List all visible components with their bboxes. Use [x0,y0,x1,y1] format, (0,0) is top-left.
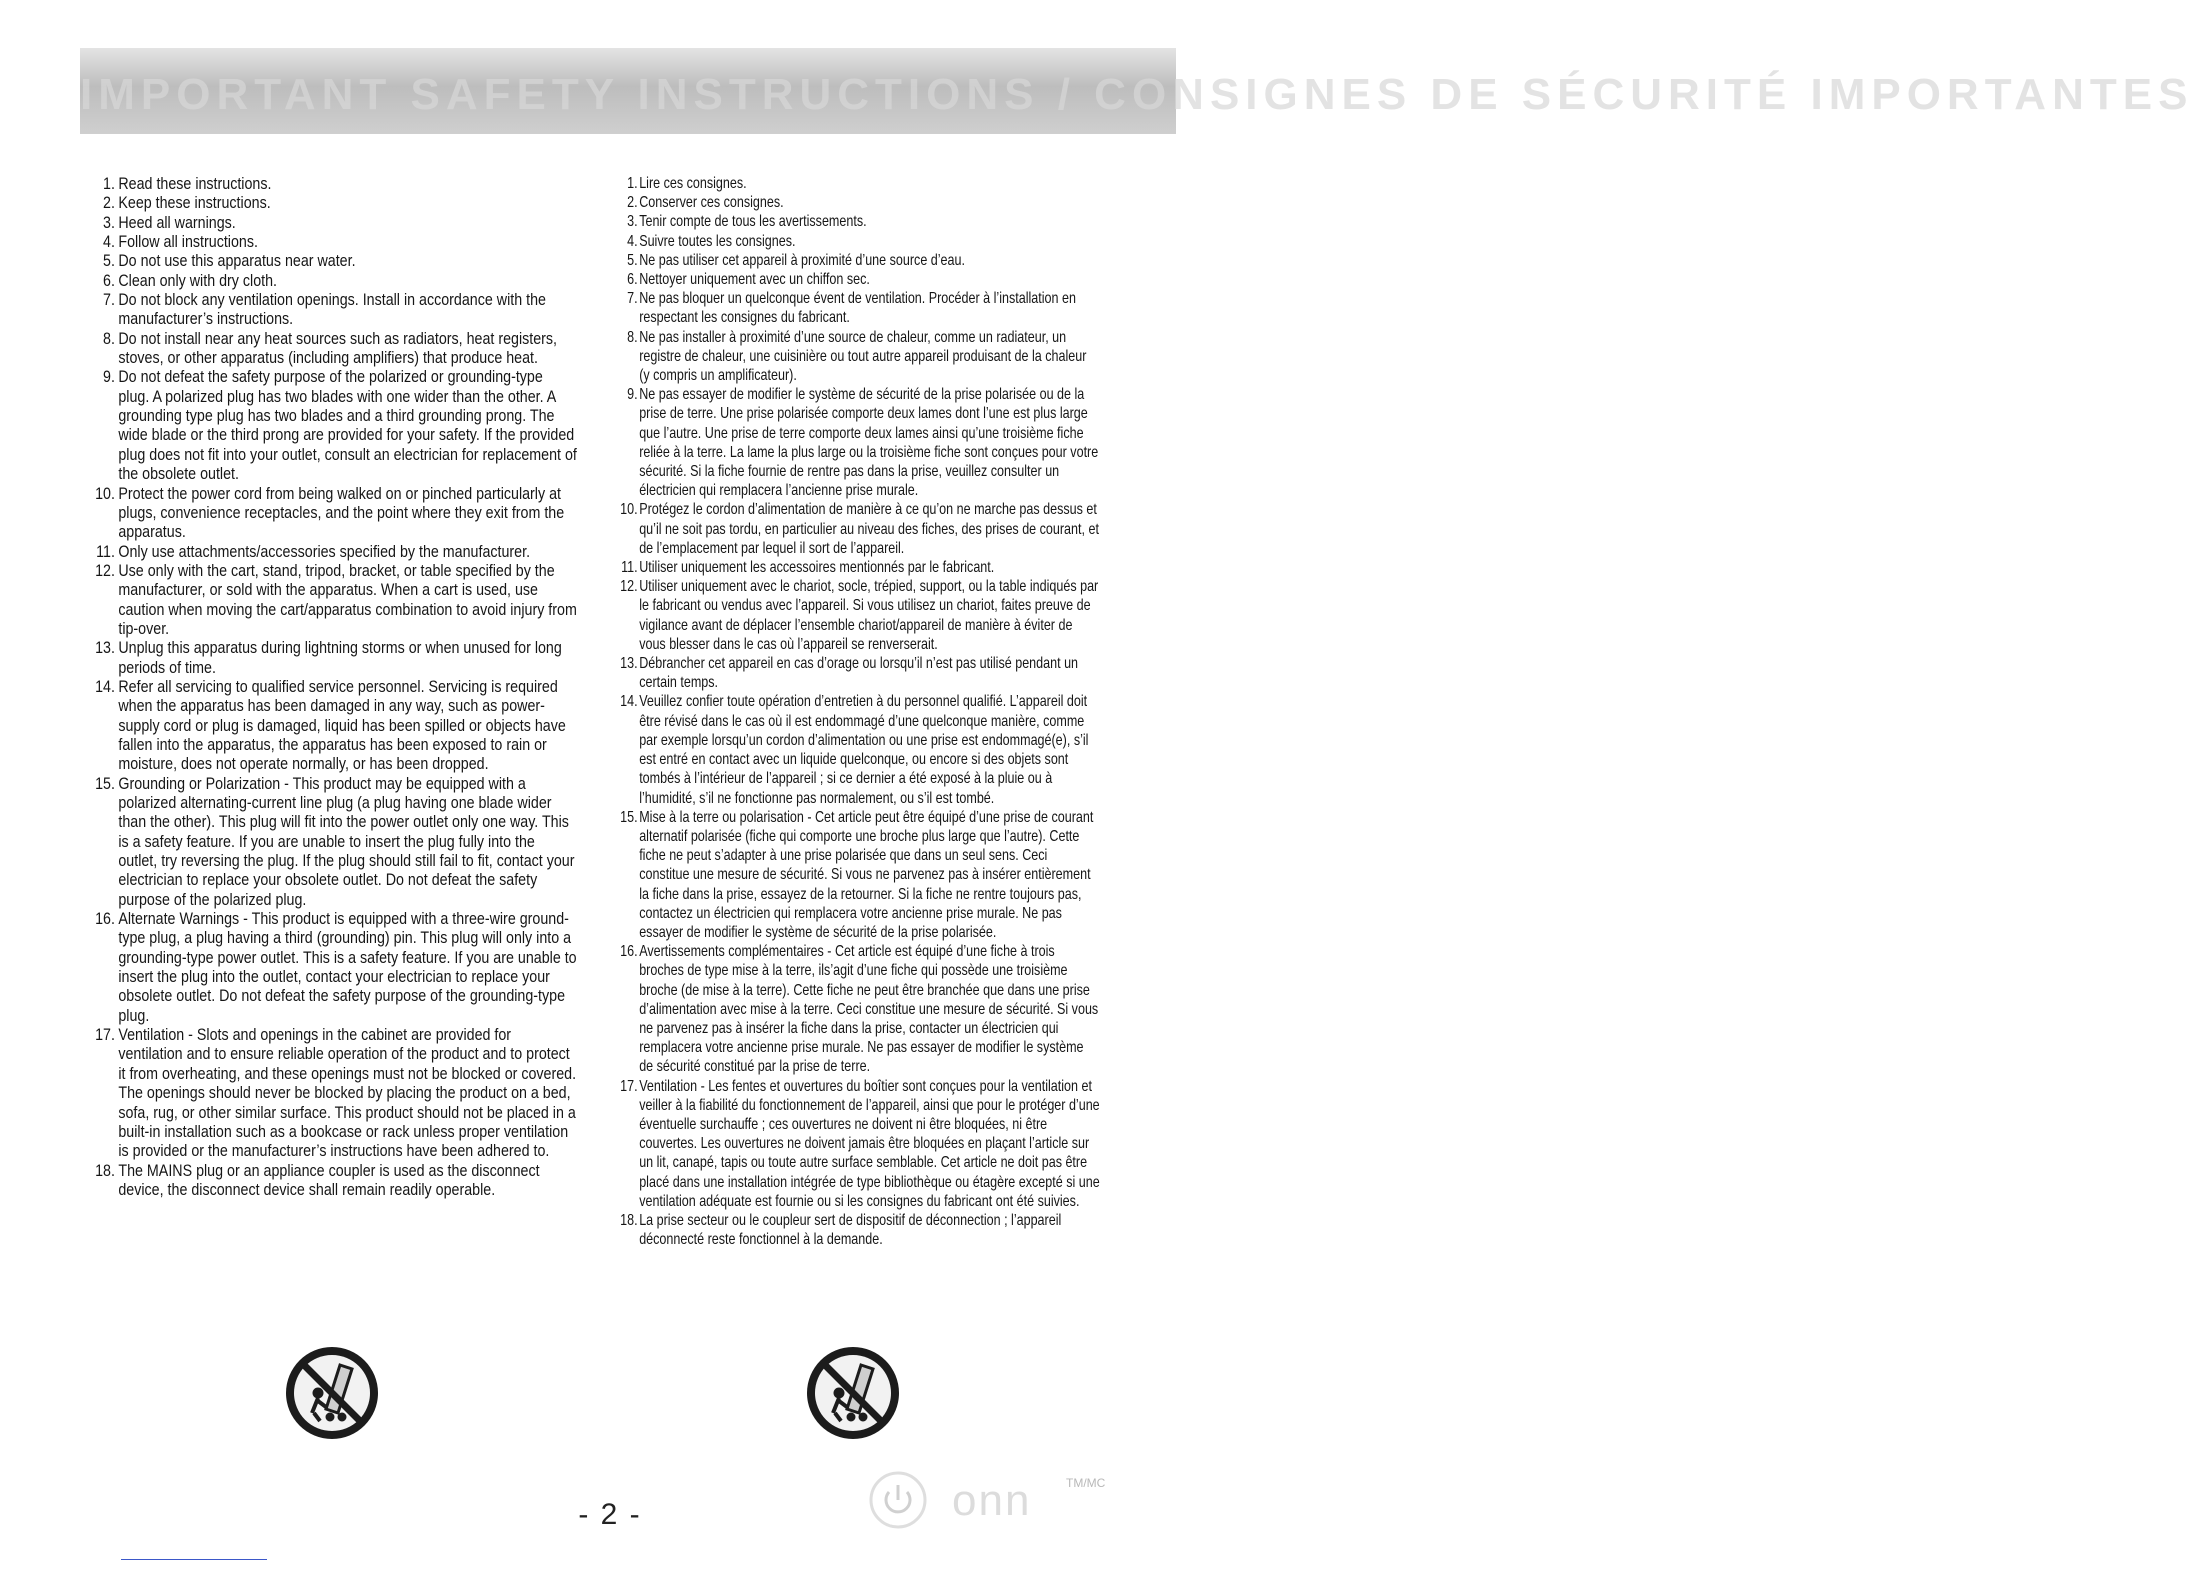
french-list [620,174,1100,1249]
item-text: Avertissements complémentaires - Cet article est équipé d’une fiche à trois broches de type mise à la terre, ils’agit d’une fiche qui possède une troisième broche (de mise à la terre). Cette fiche ne peut être branchée que dans une prise d’alimentation avec mise à la terre. Ceci constitue une mesure de sécurité. Si vous ne parvenez pas à insérer la fiche dans la prise, contacter un électricien qui remplacera votre ancienne prise murale. Ne pas essayer de modifier le système de sécurité constitué par la prise de terre. [639,943,1099,1076]
item-text: Clean only with dry cloth. [118,270,278,290]
list-item [620,692,1100,807]
item-number: 17. [620,1077,638,1095]
item-number: 5. [627,251,638,269]
item-number: 6. [627,271,638,289]
item-text: La prise secteur ou le coupleur sert de dispositif de déconnection ; l’appareil déconnecté reste fonctionnel à la demande. [639,1211,1062,1249]
item-number: 11. [621,559,638,577]
list-item [96,909,578,1025]
item-text: Suivre toutes les consignes. [639,232,796,250]
item-text: Ne pas utiliser cet appareil à proximité d’une source d’eau. [639,251,965,269]
item-number: 9. [103,367,115,387]
list-item [620,212,1100,231]
list-item [96,329,578,368]
list-item [620,232,1100,251]
item-text: Utiliser uniquement avec le chariot, socle, trépied, support, ou la table indiqués par le fabricant ou vendus avec l’appareil. Si vous utilisez un chariot, faites preuve de vigilance avant de déplacer l’ensemble chariot/appareil de manière à éviter de vous blesser dans le cas où l’appareil se renverserait. [639,578,1099,653]
item-number: 10. [95,483,115,503]
list-item [620,251,1100,270]
list-item [620,808,1100,942]
list-item [620,942,1100,1076]
item-number: 7. [627,290,638,308]
item-number: 14. [620,693,638,711]
item-text: Only use attachments/accessories specified by the manufacturer. [118,541,531,561]
item-number: 2. [627,194,638,212]
item-number: 2. [103,193,115,213]
item-text: Protect the power cord from being walked on or pinched particularly at plugs, convenience receptacles, and the point where they exit from the apparatus. [118,483,565,542]
item-number: 6. [103,270,115,290]
item-text: Conserver ces consignes. [639,194,784,212]
item-number: 4. [627,232,638,250]
item-text: Utiliser uniquement les accessoires mentionnés par le fabricant. [639,559,995,577]
item-text: Read these instructions. [118,174,272,193]
item-number: 5. [103,251,115,271]
item-text: Do not use this apparatus near water. [118,251,356,271]
list-item [620,558,1100,577]
item-text: The MAINS plug or an appliance coupler is used as the disconnect device, the disconnect device shall remain readily operable. [118,1160,540,1199]
item-text: Mise à la terre ou polarisation - Cet article peut être équipé d’une prise de courant alternatif polarisée (fiche qui comporte une broche plus large que l’autre). Cette fiche ne peut s’adapter à une prise polarisée que dans un seul sens. Ceci constitue une mesure de sécurité. Si vous ne parvenez pas à insérer entièrement la fiche dans la prise, essayez de la retourner. Si la fiche ne rentre toujours pas, contactez un électricien qui remplacera votre ancienne prise murale. Ne pas essayer de modifier le système de sécurité de la prise polarisée. [639,808,1094,941]
list-item [96,232,578,251]
list-item [96,774,578,909]
item-text: Keep these instructions. [118,193,271,213]
list-item [620,577,1100,654]
item-text: Ventilation - Slots and openings in the cabinet are provided for ventilation and to ensure reliable operation of the product and to protect it from overheating, and these openings must not be blocked or covered. The openings should never be blocked by placing the product on a bed, sofa, rug, or other similar surface. This product should not be placed in a built-in installation such as a bookcase or rack unless proper ventilation is provided or the manufacturer’s instructions have been adhered to. [118,1025,577,1161]
list-item [96,290,578,329]
item-number: 13. [95,638,115,658]
english-list [96,174,578,1199]
item-number: 12. [620,578,638,596]
item-text: Use only with the cart, stand, tripod, bracket, or table specified by the manufacturer, or sold with the apparatus. When a cart is used, use caution when moving the cart/apparatus combination to avoid injury from tip-over. [118,560,577,638]
header-banner [80,48,2193,134]
list-item [620,193,1100,212]
item-number: 11. [96,541,115,561]
item-number: 8. [627,328,638,346]
list-item [96,638,578,677]
list-item [96,174,578,193]
english-instructions [96,174,578,1199]
list-item [96,271,578,290]
item-number: 15. [95,773,115,793]
list-item [96,1161,578,1200]
item-number: 18. [620,1211,638,1229]
item-number: 13. [620,655,638,673]
item-text: Tenir compte de tous les avertissements. [639,213,867,231]
item-text: Refer all servicing to qualified service personnel. Servicing is required when the apparatus has been damaged in any way, such as power-supply cord or plug is damaged, liquid has been spilled or objects have fallen into the apparatus, the apparatus has been exposed to rain or moisture, does not operate normally, or has been dropped. [118,676,566,774]
item-number: 3. [627,213,638,231]
trademark-mark: TM/MC [1066,1476,1106,1490]
item-text: Heed all warnings. [118,212,236,232]
item-text: Lire ces consignes. [639,175,747,192]
item-number: 3. [103,212,115,232]
item-number: 8. [103,328,115,348]
item-number: 14. [95,676,115,696]
list-item [620,289,1100,327]
item-text: Do not install near any heat sources such as radiators, heat registers, stoves, or other apparatus (including amplifiers) that produce heat. [118,328,558,368]
list-item [96,561,578,638]
item-number: 9. [627,386,638,404]
french-instructions [620,174,1100,1249]
cart-tip-over-warning-icon [803,1343,903,1443]
list-item [620,1211,1100,1249]
item-text: Ventilation - Les fentes et ouvertures du boîtier sont conçues pour la ventilation et veiller à la fiabilité du fonctionnement de l’appareil, ainsi que pour le protéger d’une éventuelle surchauffe ; ces ouvertures ne doivent ni être bloquées, ni être couvertes. Les ouvertures ne doivent jamais être bloquées en plaçant l’article sur un lit, canapé, tapis ou toute autre surface semblable. Cet article ne doit pas être placé dans une installation intégrée de type bibliothèque ou étagère excepté si une ventilation adéquate est fournie ou si les consignes du fabricant ont été suivies. [639,1077,1100,1210]
item-text: Alternate Warnings - This product is equipped with a three-wire ground-type plug, a plug having a third (grounding) pin. This plug will only into a grounding-type power outlet. This is a safety feature. If you are unable to insert the plug into the outlet, contact your electrician to replace your obsolete outlet. Do not defeat the safety purpose of the grounding-type plug. [118,909,577,1025]
item-text: Protégez le cordon d’alimentation de manière à ce qu’on ne marche pas dessus et qu’il ne soit pas tordu, en particulier au niveau des fiches, des prises de courant, et de l’emplacement par lequel il sort de l’appareil. [639,501,1099,557]
list-item [96,484,578,542]
item-text: Grounding or Polarization - This product may be equipped with a polarized alternating-current line plug (a plug having one blade wider than the other). This plug will fit into the power outlet only one way. This is a safety feature. If you are unable to insert the plug fully into the outlet, try reversing the plug. If the plug should still fail to fit, contact your electrician to replace your obsolete outlet. Do not defeat the safety purpose of the polarized plug. [118,773,575,909]
list-item [620,500,1100,558]
item-text: Unplug this apparatus during lightning storms or when unused for long periods of time. [118,638,562,677]
item-text: Do not defeat the safety purpose of the polarized or grounding-type plug. A polarized plug has two blades with one wider than the other. A grounding type plug has two blades and a third grounding prong. The wide blade or the third prong are provided for your safety. If the provided plug does not fit into your outlet, consult an electrician for replacement of the obsolete outlet. [118,367,577,484]
brand-logo [868,1470,1108,1530]
cart-tip-over-warning-icon [282,1343,382,1443]
brand-name: onn [952,1476,1032,1525]
list-item [96,193,578,212]
item-text: Ne pas essayer de modifier le système de sécurité de la prise polarisée ou de la prise de terre. Une prise polarisée comporte deux lames dont l’une est plus large que l’autre. Une prise de terre comporte deux lames ainsi qu’une troisième fiche reliée à la terre. La lame la plus large ou la troisième fiche sont conçues pour votre sécurité. Si la fiche fournie de rentre pas dans la prise, veuillez consulter un électricien qui remplacera l’ancienne prise murale. [639,386,1099,500]
item-number: 12. [95,560,115,580]
item-number: 17. [95,1025,115,1045]
item-number: 10. [620,501,638,519]
item-text: Veuillez confier toute opération d’entretien à du personnel qualifié. L’appareil doit être révisé dans le cas où il est endommagé d’une quelconque manière, comme par exemple lorsqu’un cordon d’alimentation ou une prise est endommagé(e), s’il est entré en contact avec un liquide quelconque, ou encore si des objets sont tombés à l’intérieur de l’appareil ; si ce dernier a été exposé à la pluie ou à l’humidité, s’il ne fonctionne pas normalement, ou s’il est tombé. [639,693,1089,807]
item-text: Follow all instructions. [118,232,258,252]
item-number: 7. [103,290,115,310]
page-number: - 2 - [578,1498,642,1531]
item-number: 4. [103,232,115,252]
list-item [620,385,1100,500]
list-item [96,213,578,232]
list-item [620,270,1100,289]
page-heading: IMPORTANT SAFETY INSTRUCTIONS / CONSIGNES DE SÉCURITÉ IMPORTANTES [80,70,2193,119]
list-item [96,367,578,483]
item-number: 1. [103,174,115,193]
item-number: 1. [627,175,638,192]
item-number: 15. [620,808,638,826]
item-number: 16. [620,943,638,961]
list-item [620,328,1100,386]
list-item [620,174,1100,193]
list-item [620,1077,1100,1211]
item-number: 16. [95,909,115,929]
item-text: Do not block any ventilation openings. Install in accordance with the manufacturer’s instructions. [118,290,546,329]
item-text: Ne pas bloquer un quelconque évent de ventilation. Procéder à l’installation en respectant les consignes du fabricant. [639,290,1076,327]
footer-rule [121,1559,267,1560]
power-symbol-icon [868,1470,928,1530]
item-number: 18. [95,1160,115,1180]
list-item [620,654,1100,692]
list-item [96,251,578,270]
list-item [96,1025,578,1160]
list-item [96,677,578,774]
item-text: Ne pas installer à proximité d’une source de chaleur, comme un radiateur, un registre de chaleur, une cuisinière ou tout autre appareil produisant de la chaleur (y compris un amplificateur). [639,328,1087,385]
list-item [96,542,578,561]
item-text: Nettoyer uniquement avec un chiffon sec. [639,271,870,289]
item-text: Débrancher cet appareil en cas d’orage ou lorsqu’il n’est pas utilisé pendant un certain temps. [639,655,1079,692]
